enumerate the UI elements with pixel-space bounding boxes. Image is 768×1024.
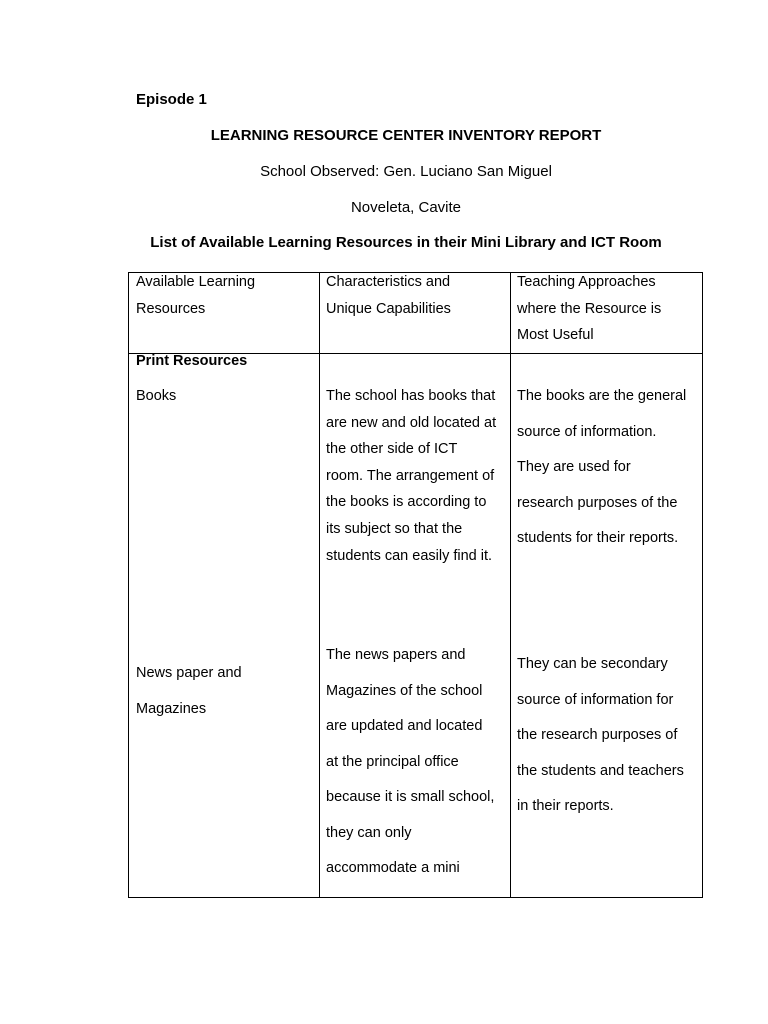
cell-line: The news papers and xyxy=(326,647,466,663)
cell-line: Magazines xyxy=(136,700,207,717)
header-line: Characteristics and xyxy=(326,274,451,290)
cell-line: its subject so that the xyxy=(326,520,463,537)
section-label-print-resources: Print Resources xyxy=(136,353,248,369)
table-border-right xyxy=(702,272,703,898)
cell-line: the books is according to xyxy=(326,494,487,511)
cell-line: The books are the general xyxy=(517,388,687,404)
table-border-bottom xyxy=(128,897,703,898)
cell-line: source of information for xyxy=(517,691,674,708)
characteristics-newspapers-magazines xyxy=(326,638,494,887)
table-border-left xyxy=(128,272,129,898)
cell-line: Books xyxy=(136,388,177,404)
cell-line: in their reports. xyxy=(517,798,614,814)
header-line: Most Useful xyxy=(517,327,594,344)
cell-line: They are used for xyxy=(517,459,631,475)
episode-heading: Episode 1 xyxy=(136,91,207,108)
cell-line: the research purposes of xyxy=(517,727,678,743)
approaches-newspapers-magazines xyxy=(517,647,684,825)
cell-line: The school has books that xyxy=(326,388,496,404)
cell-line: the students and teachers xyxy=(517,762,684,779)
cell-line: they can only xyxy=(326,824,412,841)
header-line: Available Learning xyxy=(136,274,256,290)
header-teaching-approaches xyxy=(517,269,661,349)
cell-line: research purposes of the xyxy=(517,494,678,511)
header-characteristics xyxy=(326,269,451,322)
school-observed: School Observed: Gen. Luciano San Miguel xyxy=(260,163,552,180)
school-location: Noveleta, Cavite xyxy=(350,199,462,216)
cell-line: News paper and xyxy=(136,665,242,681)
cell-line: students can easily find it. xyxy=(326,547,493,564)
header-line: Unique Capabilities xyxy=(326,300,451,317)
characteristics-books xyxy=(326,383,496,569)
header-line: Teaching Approaches xyxy=(517,274,656,290)
resource-books xyxy=(136,383,176,410)
cell-line: at the principal office xyxy=(326,753,459,770)
cell-line: They can be secondary xyxy=(517,656,668,672)
cell-line: accommodate a mini xyxy=(326,860,460,876)
table-divider-1 xyxy=(319,272,320,898)
header-line: where the Resource is xyxy=(517,300,662,317)
cell-line: students for their reports. xyxy=(517,530,679,546)
list-title: List of Available Learning Resources in their Mini Library and ICT Room xyxy=(150,234,662,251)
approaches-books xyxy=(517,379,686,557)
cell-line: the other side of ICT xyxy=(326,441,458,458)
table-divider-2 xyxy=(510,272,511,898)
header-resources xyxy=(136,269,255,322)
cell-line: are updated and located xyxy=(326,718,483,734)
cell-line: are new and old located at xyxy=(326,414,497,431)
cell-line: Magazines of the school xyxy=(326,682,483,699)
cell-line: source of information. xyxy=(517,423,657,440)
cell-line: room. The arrangement of xyxy=(326,467,495,484)
resource-newspapers-magazines xyxy=(136,656,242,727)
inventory-table xyxy=(128,272,703,898)
report-title: LEARNING RESOURCE CENTER INVENTORY REPORT xyxy=(210,127,602,144)
header-line: Resources xyxy=(136,300,206,317)
cell-line: because it is small school, xyxy=(326,789,495,805)
